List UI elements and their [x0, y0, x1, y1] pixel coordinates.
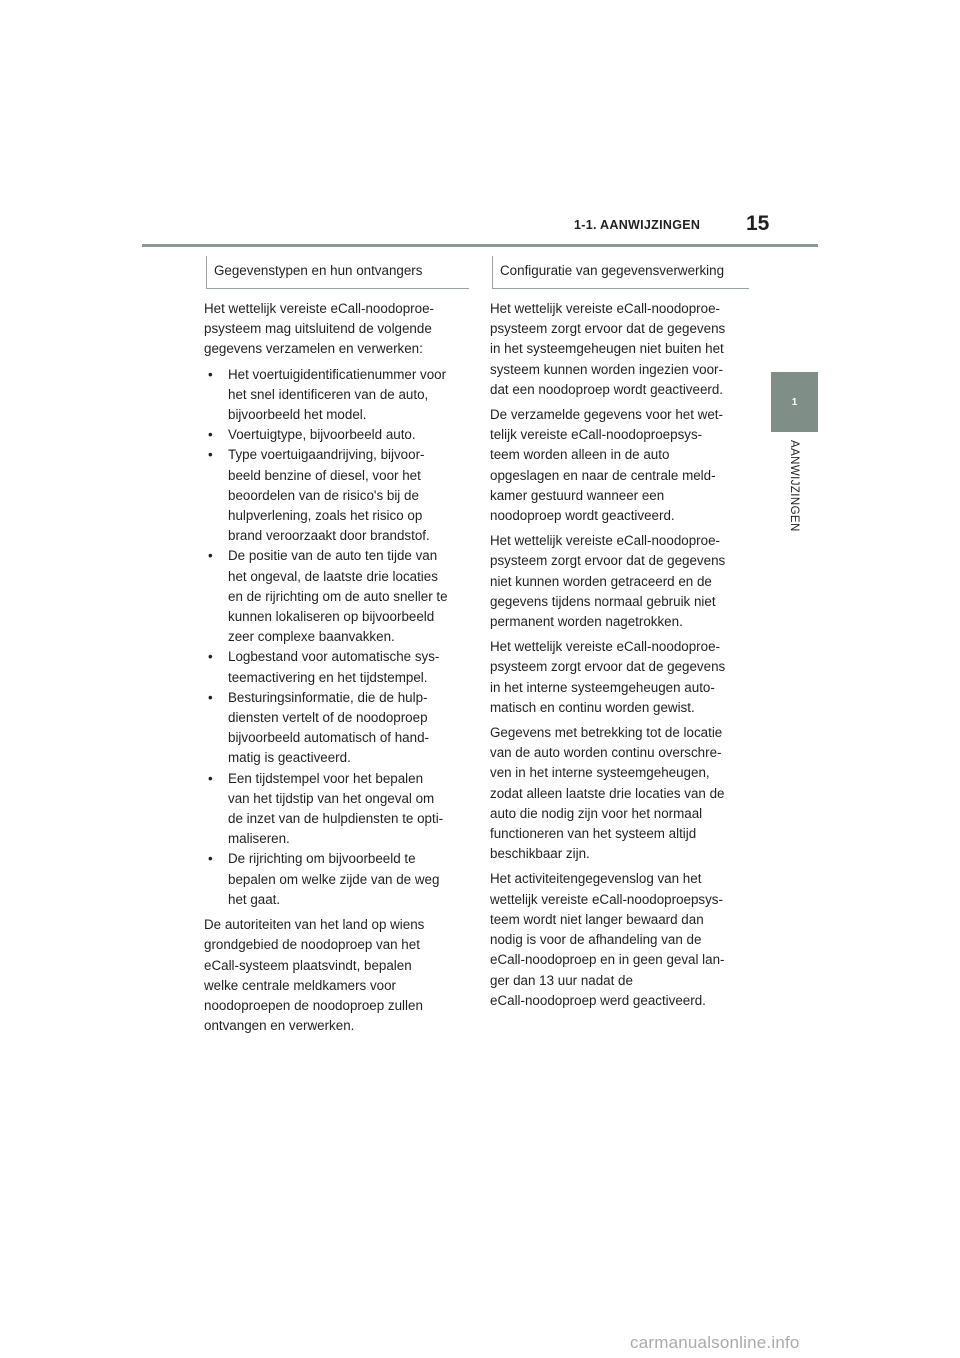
left-column — [204, 256, 466, 1041]
list-item-text: De rijrichting om bijvoorbeeld te bepalen om welke zijde van de weg het gaat. — [228, 851, 440, 907]
list-item — [204, 647, 466, 687]
page-number: 15 — [746, 212, 770, 235]
left-column-heading: Gegevenstypen en hun ontvangers — [206, 256, 469, 289]
left-column-closing: De autoriteiten van het land op wiens grondgebied de noodoproep van het eCall-systeem plaatsvindt, bepalen welke centrale meldkamers voor noodoproepen de noodoproep zullen ontvangen en verwerken. — [204, 917, 425, 1034]
header-divider — [142, 244, 818, 247]
footer-watermark[interactable]: carmanualsonline.info — [630, 1333, 800, 1352]
bullet-icon: • — [208, 427, 213, 443]
list-item — [204, 849, 466, 910]
bullet-icon: • — [208, 689, 213, 705]
list-item — [204, 425, 466, 445]
paragraph: Het activiteitengegevenslog van het wettelijk vereiste eCall-noodoproepsys- teem wordt niet langer bewaard dan nodig is voor de afhandeling van de eCall-noodoproep en in geen geval lan- ger dan 13 uur nadat de eCall-noodoproep werd geactiveerd. — [490, 871, 725, 1008]
list-item-text: Het voertuigidentificatienummer voor het snel identificeren van de auto, bijvoorbeeld het model. — [228, 366, 447, 423]
list-item — [204, 445, 466, 546]
paragraph: Gegevens met betrekking tot de locatie van de auto worden continu overschre- ven in het interne systeemgeheugen, zodat alleen laatste drie locaties van de auto die nodig zijn voor het normaal functioneren van het systeem altijd beschikbaar zijn. — [490, 725, 725, 862]
list-item — [204, 546, 466, 647]
paragraph: Het wettelijk vereiste eCall-noodoproe- psysteem zorgt ervoor dat de gegevens in het systeemgeheugen niet buiten het systeem kunnen worden ingezien voor- dat een noodoproep wordt geactiveerd. — [490, 301, 726, 397]
list-item-text: Voertuigtype, bijvoorbeeld auto. — [228, 427, 416, 443]
bullet-icon: • — [208, 649, 213, 665]
list-item — [204, 688, 466, 769]
list-item-text: Besturingsinformatie, die de hulp- diensten vertelt of de noodoproep bijvoorbeeld automatisch of hand- matig is geactiveerd. — [228, 689, 429, 766]
paragraph: Het wettelijk vereiste eCall-noodoproe- psysteem zorgt ervoor dat de gegevens niet kunnen worden getraceerd en de gegevens tijdens normaal gebruik niet permanent worden nagetrokken. — [490, 533, 726, 630]
list-item-text: Logbestand voor automatische sys- teemactivering en het tijdstempel. — [228, 649, 440, 685]
header-section-title: 1-1. AANWIJZINGEN — [574, 218, 701, 232]
bullet-icon: • — [208, 770, 213, 786]
bullet-icon: • — [208, 851, 213, 867]
bullet-icon: • — [208, 366, 213, 382]
data-types-list — [204, 365, 466, 910]
paragraph: De verzamelde gegevens voor het wet- telijk vereiste eCall-noodoproepsys- teem worden alleen in de auto opgeslagen en naar de centrale meld- kamer gestuurd wanneer een noodoproep wordt geactiveerd. — [490, 407, 723, 524]
right-column — [490, 256, 752, 1016]
list-item-text: Een tijdstempel voor het bepalen van het tijdstip van het ongeval om de inzet van de hulpdiensten te opti- maliseren. — [228, 770, 444, 847]
right-column-heading: Configuratie van gegevensverwerking — [492, 256, 749, 289]
list-item-text: Type voertuigaandrijving, bijvoor- beeld benzine of diesel, voor het beoordelen van de risico's bij de hulpverlening, zoals het risico op brand veroorzaakt door brandstof. — [228, 447, 430, 544]
left-column-intro: Het wettelijk vereiste eCall-noodoproe- psysteem mag uitsluitend de volgende gegevens verzamelen en verwerken: — [204, 301, 434, 357]
chapter-side-title: AANWIJZINGEN — [788, 440, 800, 532]
chapter-number: 1 — [791, 396, 798, 408]
bullet-icon: • — [208, 548, 213, 564]
list-item — [204, 365, 466, 426]
paragraph: Het wettelijk vereiste eCall-noodoproe- psysteem zorgt ervoor dat de gegevens in het interne systeemgeheugen auto- matisch en continu worden gewist. — [490, 639, 726, 715]
list-item-text: De positie van de auto ten tijde van het ongeval, de laatste drie locaties en de rijrichting om de auto sneller te kunnen lokaliseren op bijvoorbeeld zeer complexe baanvakken. — [228, 548, 448, 645]
list-item — [204, 769, 466, 850]
chapter-tab — [771, 372, 818, 432]
bullet-icon: • — [208, 447, 213, 463]
